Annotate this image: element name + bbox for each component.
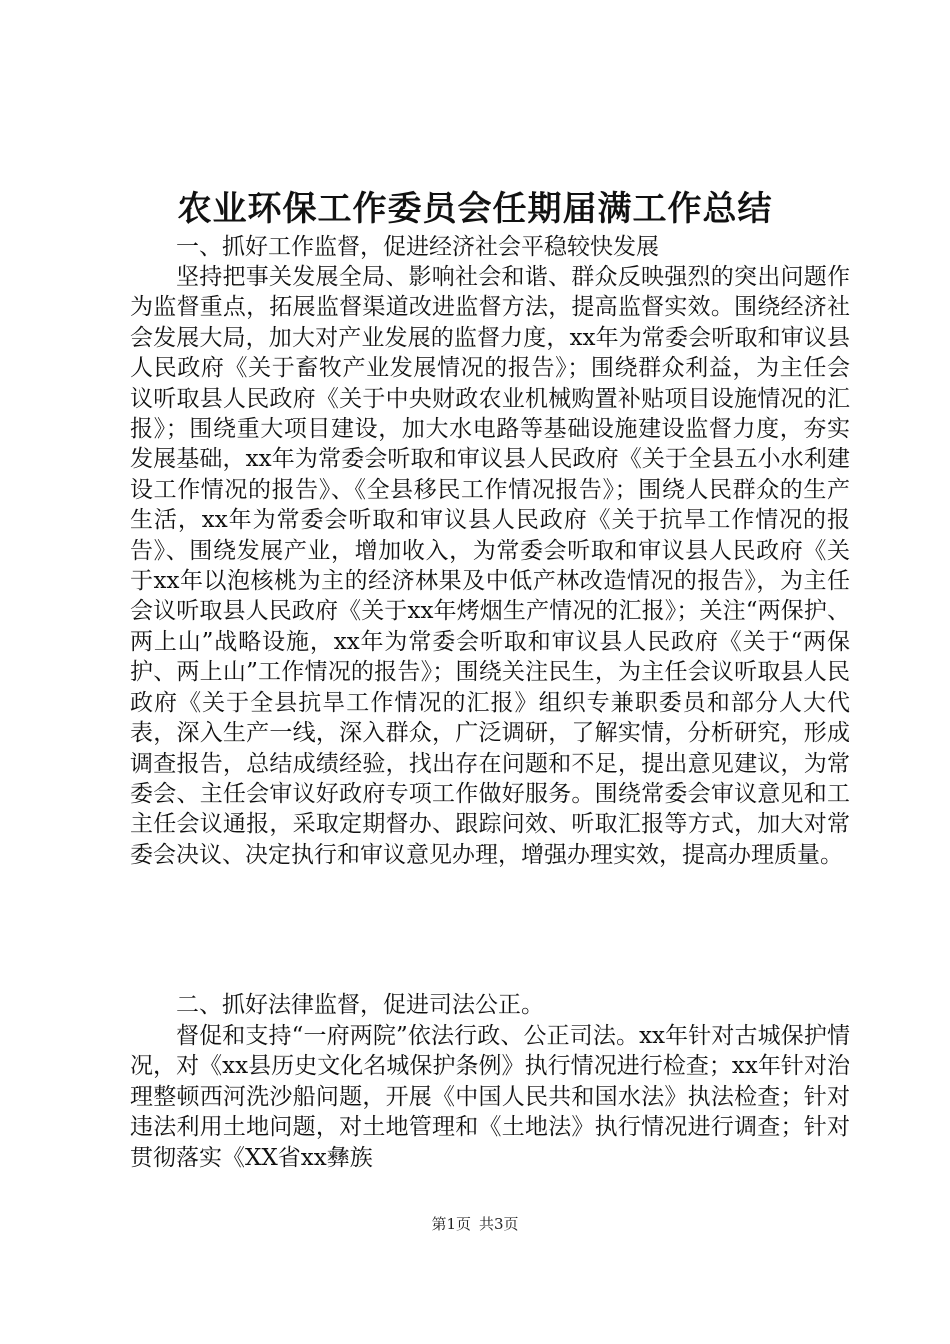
page-number: 第1页 xyxy=(431,1215,471,1233)
section-paragraph-1: 坚持把事关发展全局、影响社会和谐、群众反映强烈的突出问题作为监督重点，拓展监督渠道改进监督方法，提高监督实效。围绕经济社会发展大局，加大对产业发展的监督力度，xx年为常委会听取和审议县人民政府《关于畜牧产业发展情况的报告》；围绕群众利益，为主任会议听取县人民政府《关于中央财政农业机械购置补贴项目设施情况的汇报》；围绕重大项目建设，加大水电路等基础设施建设监督力度，夯实发展基础，xx年为常委会听取和审议县人民政府《关于全县五小水利建设工作情况的报告》、《全县移民工作情况报告》；围绕人民群众的生产生活，xx年为常委会听取和审议县人民政府《关于抗旱工作情况的报告》、围绕发展产业，增加收入，为常委会听取和审议县人民政府《关于xx年以泡核桃为主的经济林果及中低产林改造情况的报告》，为主任会议听取县人民政府《关于xx年烤烟生产情况的汇报》；关注“两保护、两上山”战略设施，xx年为常委会听取和审议县人民政府《关于“两保护、两上山”工作情况的报告》；围绕关注民生，为主任会议听取县人民政府《关于全县抗旱工作情况的汇报》组织专兼职委员和部分人大代表，深入生产一线，深入群众，广泛调研，了解实情，分析研究，形成调查报告，总结成绩经验，找出存在问题和不足，提出意见建议，为常委会、主任会审议好政府专项工作做好服务。围绕常委会审议意见和工主任会议通报，采取定期督办、跟踪问效、听取汇报等方式，加大对常委会决议、决定执行和审议意见办理，增强办理实效，提高办理质量。 xyxy=(130,264,850,868)
section-heading-2: 二、抓好法律监督，促进司法公正。 xyxy=(176,992,544,1018)
page-footer xyxy=(0,1214,950,1234)
document-title: 农业环保工作委员会任期届满工作总结 xyxy=(177,189,773,229)
section-heading-1: 一、抓好工作监督，促进经济社会平稳较快发展 xyxy=(176,234,659,260)
page-total: 共3页 xyxy=(479,1215,519,1233)
section-paragraph-2: 督促和支持“一府两院”依法行政、公正司法。xx年针对古城保护情况，对《xx县历史文化名城保护条例》执行情况进行检查；xx年针对治理整顿西河洗沙船问题，开展《中国人民共和国水法》执法检查；针对违法利用土地问题，对土地管理和《土地法》执行情况进行调查；针对贯彻落实《XX省xx彝族 xyxy=(130,1023,850,1171)
